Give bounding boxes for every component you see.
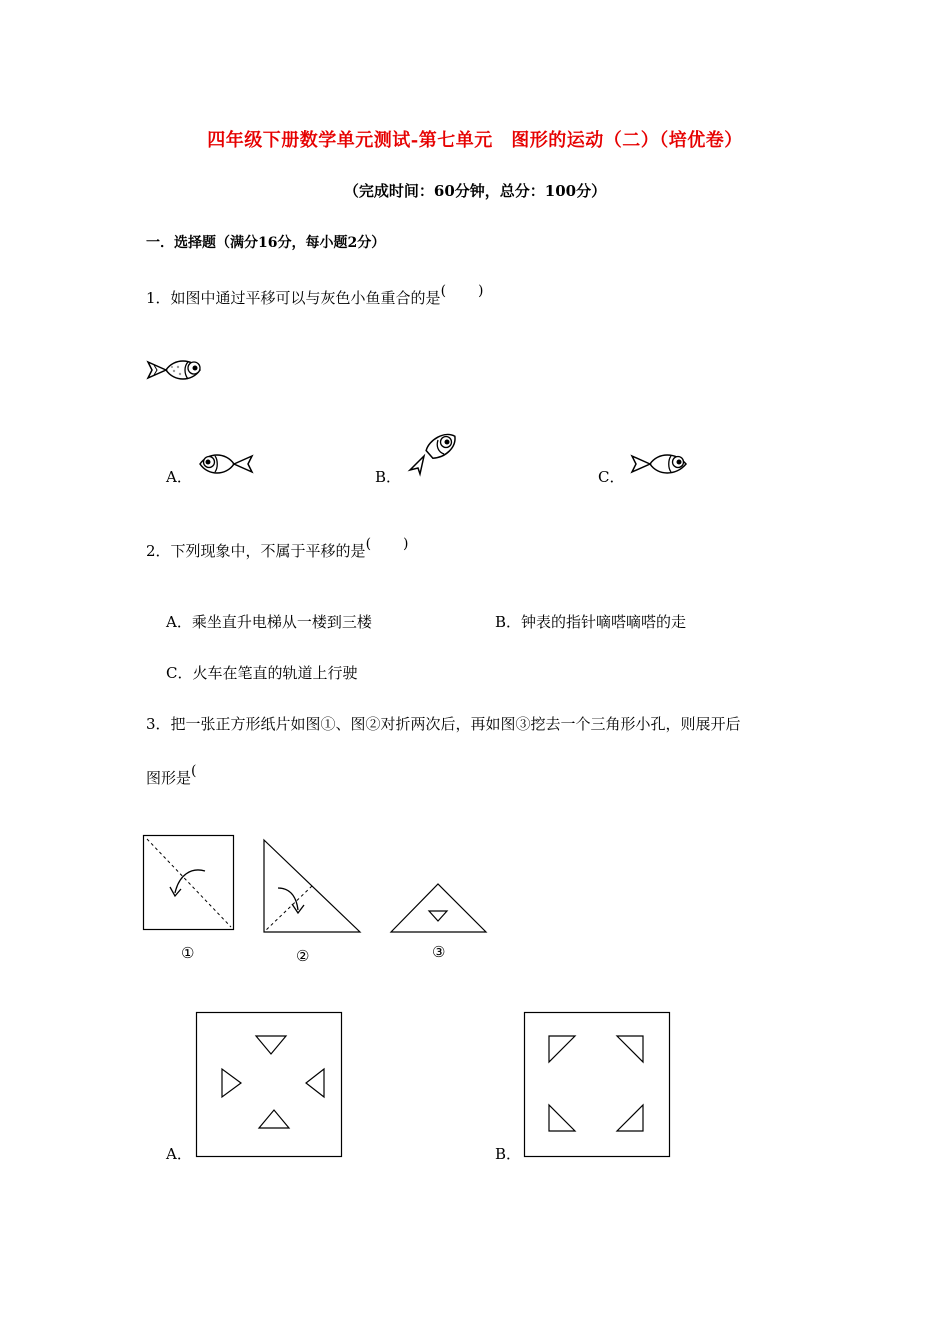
fish-option-b-icon [404, 430, 462, 478]
question-text: 如图中通过平移可以与灰色小鱼重合的是 [170, 289, 441, 307]
option-a[interactable]: A． [166, 468, 192, 486]
question-number: 3． [146, 715, 171, 733]
option-a-figure [196, 1012, 343, 1158]
option-b[interactable]: B．钟表的指针嘀嗒嘀嗒的走 [495, 613, 687, 631]
question-2 [146, 536, 409, 561]
question-text-2: 图形是 [146, 769, 192, 787]
option-c[interactable]: C．火车在笔直的轨道上行驶 [166, 664, 358, 682]
option-a[interactable]: A．乘坐直升电梯从一楼到三楼 [166, 613, 372, 631]
figure-label-3: ③ [432, 943, 446, 961]
answer-paren-close: ) [478, 283, 484, 299]
answer-paren-open: ( [365, 536, 372, 552]
question-text: 把一张正方形纸片如图①、图②对折两次后，再如图③挖去一个三角形小孔，则展开后 [170, 715, 741, 733]
fish-option-c-icon [630, 450, 690, 478]
answer-paren-open: ( [191, 763, 197, 779]
question-3-continued [146, 763, 197, 788]
fold-figure-2 [262, 838, 362, 934]
option-b[interactable]: B． [375, 468, 402, 486]
option-b[interactable]: B． [495, 1145, 522, 1163]
page-title: 四年级下册数学单元测试-第七单元 图形的运动（二）（培优卷） [207, 130, 743, 151]
figure-label-1: ① [181, 944, 195, 962]
option-a[interactable]: A． [166, 1145, 192, 1163]
fish-option-a-icon [198, 450, 256, 478]
page-subtitle: （完成时间：60分钟，总分：100分） [343, 182, 607, 200]
answer-paren-open: ( [440, 283, 447, 299]
section-heading: 一．选择题（满分16分，每小题2分） [146, 235, 386, 251]
fold-figure-3 [389, 882, 489, 934]
option-c[interactable]: C． [598, 468, 625, 486]
reference-fish-icon [144, 354, 204, 386]
answer-paren-close: ) [403, 536, 409, 552]
question-3 [146, 713, 741, 734]
option-b-figure [524, 1012, 671, 1158]
fold-figure-1 [143, 835, 235, 931]
question-text: 下列现象中，不属于平移的是 [170, 542, 366, 560]
question-number: 1． [146, 289, 171, 307]
question-1 [146, 283, 484, 308]
figure-label-2: ② [296, 947, 310, 965]
question-number: 2． [146, 542, 171, 560]
